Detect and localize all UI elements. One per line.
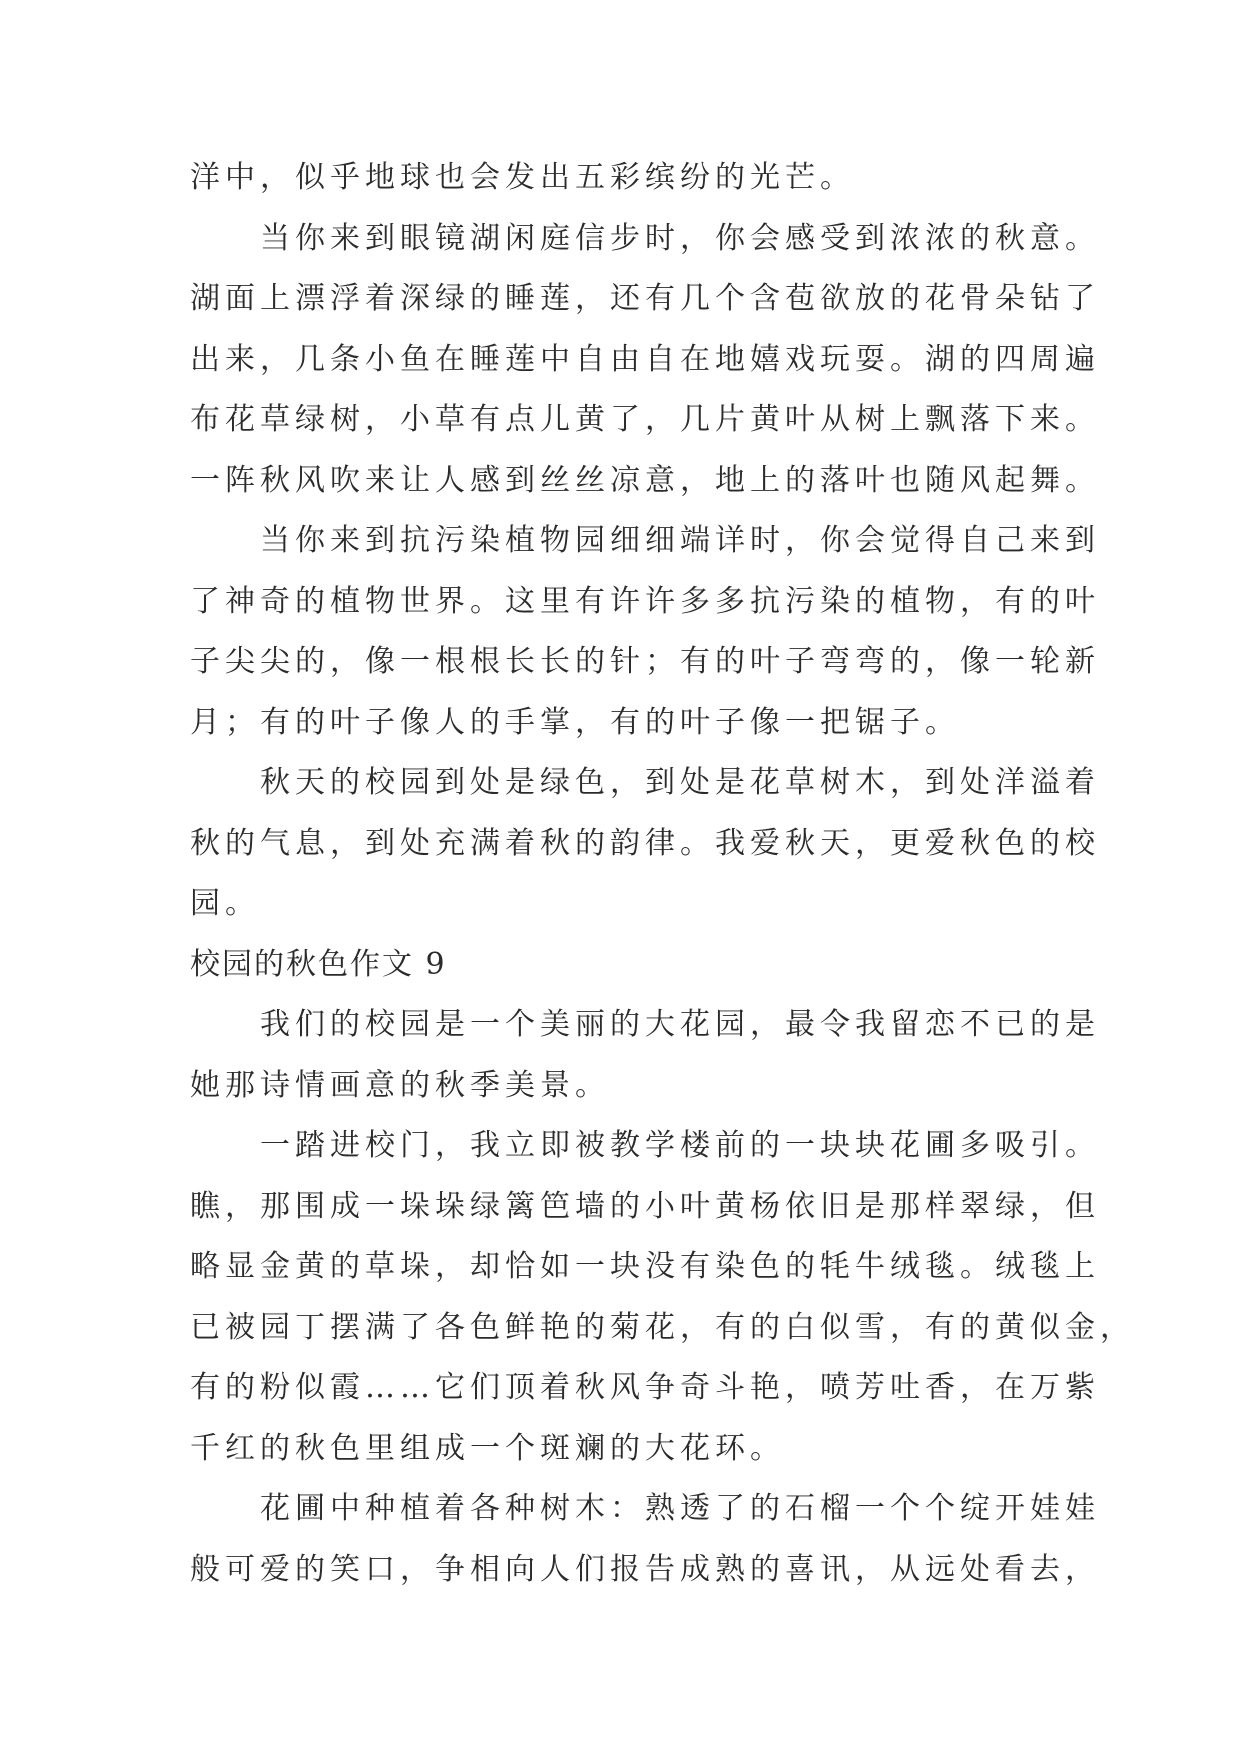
text-line: 略显金黄的草垛，却恰如一块没有染色的牦牛绒毯。绒毯上	[190, 1249, 1100, 1284]
text-line: 园。	[190, 886, 260, 921]
text-line: 了神奇的植物世界。这里有许许多多抗污染的植物，有的叶	[190, 583, 1100, 619]
text-line: 已被园丁摆满了各色鲜艳的菊花，有的白似雪，有的黄似金，	[190, 1309, 1135, 1345]
text-line: 她那诗情画意的秋季美景。	[190, 1067, 610, 1103]
text-line: 秋的气息，到处充满着秋的韵律。我爱秋天，更爱秋色的校	[190, 825, 1100, 861]
text-line: 花圃中种植着各种树木：熟透了的石榴一个个绽开娃娃	[260, 1491, 1100, 1526]
text-line: 子尖尖的，像一根根长长的针；有的叶子弯弯的，像一轮新	[190, 644, 1100, 679]
text-line: 千红的秋色里组成一个斑斓的大花环。	[190, 1430, 785, 1466]
text-line: 湖面上漂浮着深绿的睡莲，还有几个含苞欲放的花骨朵钻了	[190, 281, 1100, 316]
text-line: 一阵秋风吹来让人感到丝丝凉意，地上的落叶也随风起舞。	[190, 462, 1100, 498]
text-line: 月；有的叶子像人的手掌，有的叶子像一把锯子。	[190, 704, 960, 740]
text-line: 有的粉似霞……它们顶着秋风争奇斗艳，喷芳吐香，在万紫	[190, 1370, 1100, 1405]
text-line: 瞧，那围成一垛垛绿篱笆墙的小叶黄杨依旧是那样翠绿，但	[190, 1188, 1100, 1224]
text-line: 布花草绿树，小草有点儿黄了，几片黄叶从树上飘落下来。	[190, 402, 1100, 437]
text-line: 般可爱的笑口，争相向人们报告成熟的喜讯，从远处看去，	[190, 1551, 1100, 1587]
text-line: 出来，几条小鱼在睡莲中自由自在地嬉戏玩耍。湖的四周遍	[190, 341, 1100, 377]
text-line: 当你来到抗污染植物园细细端详时，你会觉得自己来到	[260, 523, 1100, 558]
text-line: 一踏进校门，我立即被教学楼前的一块块花圃多吸引。	[260, 1128, 1100, 1163]
document-page	[190, 148, 1135, 1600]
section-heading: 校园的秋色作文 9	[190, 946, 447, 982]
text-line: 当你来到眼镜湖闲庭信步时，你会感受到浓浓的秋意。	[260, 220, 1100, 256]
text-line: 我们的校园是一个美丽的大花园，最令我留恋不已的是	[260, 1007, 1100, 1042]
text-line: 洋中，似乎地球也会发出五彩缤纷的光芒。	[190, 160, 855, 195]
text-line: 秋天的校园到处是绿色，到处是花草树木，到处洋溢着	[260, 765, 1100, 800]
